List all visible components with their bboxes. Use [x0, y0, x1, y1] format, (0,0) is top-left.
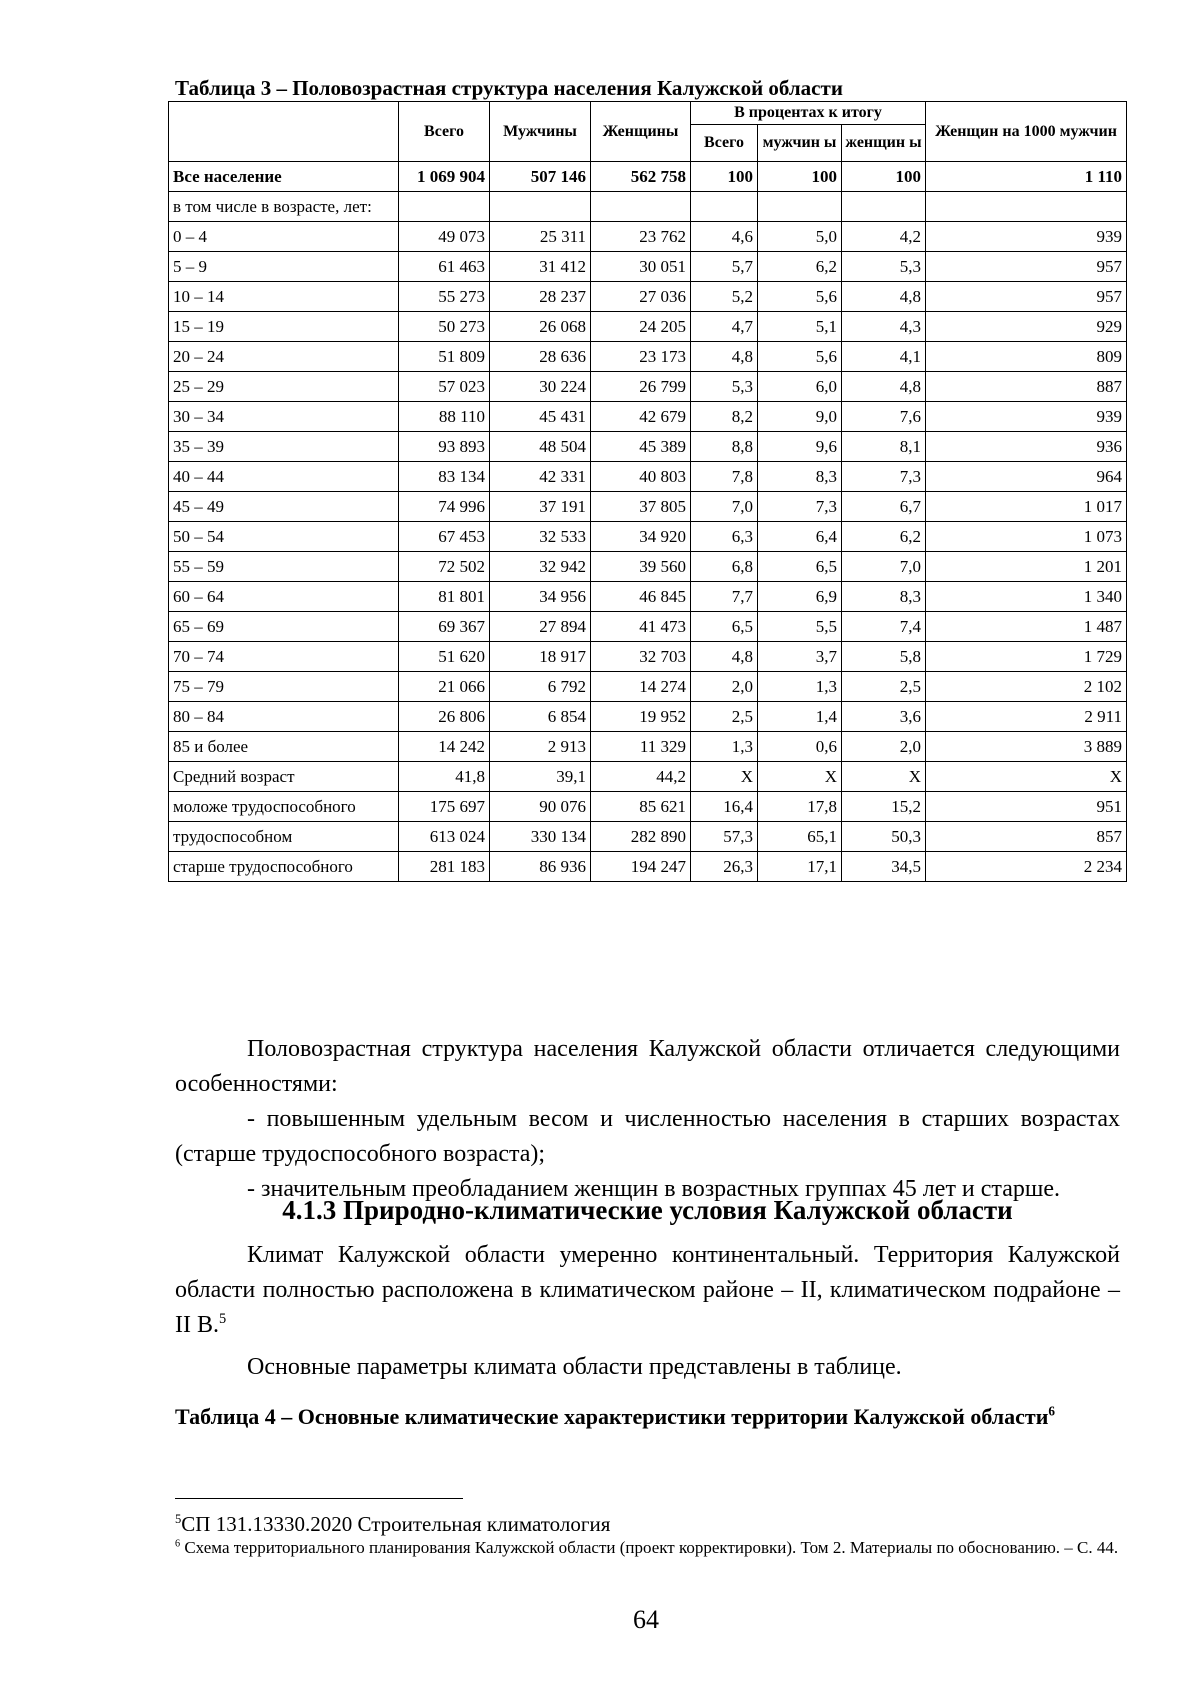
table-cell: 26 068: [490, 312, 591, 342]
table-cell: 45 – 49: [169, 492, 399, 522]
table-cell: 86 936: [490, 852, 591, 882]
table-cell: 6,9: [758, 582, 842, 612]
table-cell: 6,0: [758, 372, 842, 402]
table-cell: 39,1: [490, 762, 591, 792]
table-cell: 45 431: [490, 402, 591, 432]
table-cell: 6 854: [490, 702, 591, 732]
table-cell: 1 729: [926, 642, 1127, 672]
table-cell: 14 242: [399, 732, 490, 762]
table-body: [169, 162, 1127, 882]
table-cell: 282 890: [591, 822, 691, 852]
table-cell: 42 331: [490, 462, 591, 492]
table-cell: 809: [926, 342, 1127, 372]
table-cell: 30 051: [591, 252, 691, 282]
table-cell: 5,8: [842, 642, 926, 672]
table-cell: 6,5: [691, 612, 758, 642]
table-cell: 39 560: [591, 552, 691, 582]
table-cell: 1 487: [926, 612, 1127, 642]
table-cell: 40 – 44: [169, 462, 399, 492]
paragraph: Половозрастная структура населения Калужской области отличается следующими особенностями:: [175, 1036, 1120, 1097]
table-cell: 7,4: [842, 612, 926, 642]
table-cell: 14 274: [591, 672, 691, 702]
table-cell: 50 273: [399, 312, 490, 342]
table-cell: 5,3: [691, 372, 758, 402]
table-cell: 6,7: [842, 492, 926, 522]
table-row: [169, 642, 1127, 672]
table-cell: 6,4: [758, 522, 842, 552]
table-cell: 5,3: [842, 252, 926, 282]
table-row: [169, 822, 1127, 852]
table-cell: 5,6: [758, 282, 842, 312]
table-row: [169, 252, 1127, 282]
table-row: [169, 732, 1127, 762]
table-cell: 50 – 54: [169, 522, 399, 552]
table-cell: 32 533: [490, 522, 591, 552]
table-cell: 4,8: [842, 282, 926, 312]
table4-caption: Таблица 4 – Основные климатические характеристики территории Калужской области$^6$: [175, 1403, 1055, 1429]
table-cell: 939: [926, 222, 1127, 252]
table-cell: 15 – 19: [169, 312, 399, 342]
population-table: [168, 101, 1127, 882]
table-row: [169, 762, 1127, 792]
table-cell: 9,0: [758, 402, 842, 432]
table-cell: 1 110: [926, 162, 1127, 192]
table-cell: 6,5: [758, 552, 842, 582]
section-heading: 4.1.3 Природно-климатические условия Калужской области: [282, 1195, 1013, 1225]
table-cell: 6,2: [758, 252, 842, 282]
table-cell: 25 311: [490, 222, 591, 252]
table-cell: Средний возраст: [169, 762, 399, 792]
table-cell: 100: [758, 162, 842, 192]
table-cell: 2 234: [926, 852, 1127, 882]
table-cell: 48 504: [490, 432, 591, 462]
table-cell: 16,4: [691, 792, 758, 822]
table-cell: 26 806: [399, 702, 490, 732]
table-cell: 7,6: [842, 402, 926, 432]
table-row: [169, 792, 1127, 822]
table-cell: 35 – 39: [169, 432, 399, 462]
features-text: [175, 1032, 1120, 1207]
table-cell: 507 146: [490, 162, 591, 192]
table-cell: [591, 192, 691, 222]
header-blank: [169, 102, 399, 162]
table-cell: [490, 192, 591, 222]
table-cell: 41 473: [591, 612, 691, 642]
table-cell: 72 502: [399, 552, 490, 582]
table-cell: 1,3: [758, 672, 842, 702]
table-row: [169, 552, 1127, 582]
table3-caption: Таблица 3 – Половозрастная структура населения Калужской области: [175, 76, 843, 100]
table-cell: 30 – 34: [169, 402, 399, 432]
table-cell: 26,3: [691, 852, 758, 882]
page-number: 64: [633, 1605, 659, 1634]
paragraph: Климат Калужской области умеренно континентальный. Территория Калужской области полностью расположена в климатическом районе – II, климатическом подрайоне – II В.$^5$: [175, 1242, 1120, 1338]
table-cell: 2 911: [926, 702, 1127, 732]
table-row: [169, 312, 1127, 342]
table-row: [169, 582, 1127, 612]
table-cell: моложе трудоспособного: [169, 792, 399, 822]
table-cell: 4,6: [691, 222, 758, 252]
table-row-total: [169, 162, 1127, 192]
table-cell: 4,8: [842, 372, 926, 402]
table-cell: 65 – 69: [169, 612, 399, 642]
table-cell: 8,1: [842, 432, 926, 462]
table-cell: 51 809: [399, 342, 490, 372]
table-cell: 23 762: [591, 222, 691, 252]
table-cell: 887: [926, 372, 1127, 402]
table-cell: 26 799: [591, 372, 691, 402]
header-pct-total: Всего: [691, 125, 758, 162]
table-cell: 70 – 74: [169, 642, 399, 672]
table-cell: 7,3: [842, 462, 926, 492]
table-cell: 5,5: [758, 612, 842, 642]
header-pct-women: женщин ы: [842, 125, 926, 162]
table-cell: 1 201: [926, 552, 1127, 582]
table-cell: 90 076: [490, 792, 591, 822]
table-cell: 7,0: [842, 552, 926, 582]
table-cell: 4,7: [691, 312, 758, 342]
table-cell: 17,1: [758, 852, 842, 882]
table-cell: 24 205: [591, 312, 691, 342]
table-cell: 49 073: [399, 222, 490, 252]
table-row: [169, 282, 1127, 312]
table-cell: 7,7: [691, 582, 758, 612]
table-cell: 951: [926, 792, 1127, 822]
table-cell: 17,8: [758, 792, 842, 822]
table-cell: 28 237: [490, 282, 591, 312]
table-cell: 2 913: [490, 732, 591, 762]
table-row: [169, 492, 1127, 522]
table-cell: 85 621: [591, 792, 691, 822]
table-cell: 100: [842, 162, 926, 192]
table-cell: 5 – 9: [169, 252, 399, 282]
table-cell: [691, 192, 758, 222]
header-women-per-1000: Женщин на 1000 мужчин: [926, 102, 1127, 162]
table-cell: 37 191: [490, 492, 591, 522]
table-cell: 21 066: [399, 672, 490, 702]
table-cell: 28 636: [490, 342, 591, 372]
table-cell: 10 – 14: [169, 282, 399, 312]
table-cell: 69 367: [399, 612, 490, 642]
table-row: [169, 672, 1127, 702]
table-cell: 27 894: [490, 612, 591, 642]
table-cell: 5,7: [691, 252, 758, 282]
table-cell: 2,0: [842, 732, 926, 762]
table-cell: 57,3: [691, 822, 758, 852]
table-cell: 2,5: [842, 672, 926, 702]
header-total: Всего: [399, 102, 490, 162]
table-row-subheader: [169, 192, 1127, 222]
table-cell: 6,3: [691, 522, 758, 552]
table-cell: 194 247: [591, 852, 691, 882]
table-cell: 1 069 904: [399, 162, 490, 192]
table-cell: 60 – 64: [169, 582, 399, 612]
table-row: [169, 612, 1127, 642]
table-cell: 74 996: [399, 492, 490, 522]
table-cell: 330 134: [490, 822, 591, 852]
table-cell: 80 – 84: [169, 702, 399, 732]
table-cell: 18 917: [490, 642, 591, 672]
table-cell: в том числе в возрасте, лет:: [169, 192, 399, 222]
table-cell: 46 845: [591, 582, 691, 612]
footnote-ref: 5: [219, 1311, 227, 1327]
table-cell: 45 389: [591, 432, 691, 462]
table-cell: 964: [926, 462, 1127, 492]
footnote-1: $^5$СП 131.13330.2020 Строительная климатология: [175, 1512, 611, 1536]
table-cell: 281 183: [399, 852, 490, 882]
table-cell: 44,2: [591, 762, 691, 792]
footnote-ref: 6: [1048, 1403, 1055, 1419]
table-cell: 8,2: [691, 402, 758, 432]
table-cell: 34,5: [842, 852, 926, 882]
table-cell: X: [691, 762, 758, 792]
table-cell: 4,3: [842, 312, 926, 342]
table-cell: 4,2: [842, 222, 926, 252]
table-row: [169, 852, 1127, 882]
table-cell: 5,1: [758, 312, 842, 342]
table-cell: 65,1: [758, 822, 842, 852]
paragraph: - повышенным удельным весом и численностью населения в старших возрастах (старше трудоспособного возраста);: [175, 1106, 1120, 1167]
table-cell: 34 956: [490, 582, 591, 612]
table-cell: 100: [691, 162, 758, 192]
table-cell: X: [842, 762, 926, 792]
table-cell: 929: [926, 312, 1127, 342]
table-cell: 32 942: [490, 552, 591, 582]
table-cell: 0 – 4: [169, 222, 399, 252]
table-cell: 5,0: [758, 222, 842, 252]
table-cell: 5,6: [758, 342, 842, 372]
table-cell: 61 463: [399, 252, 490, 282]
table-cell: 93 893: [399, 432, 490, 462]
table-cell: 5,2: [691, 282, 758, 312]
table-cell: 6 792: [490, 672, 591, 702]
table-cell: Все население: [169, 162, 399, 192]
table-cell: 2 102: [926, 672, 1127, 702]
table-cell: 55 – 59: [169, 552, 399, 582]
table-cell: 939: [926, 402, 1127, 432]
table-cell: 55 273: [399, 282, 490, 312]
table-cell: [399, 192, 490, 222]
table-cell: 3,7: [758, 642, 842, 672]
table-cell: 7,8: [691, 462, 758, 492]
table-cell: 81 801: [399, 582, 490, 612]
table-cell: 30 224: [490, 372, 591, 402]
header-women: Женщины: [591, 102, 691, 162]
footnote-divider: [175, 1498, 463, 1499]
table-cell: [758, 192, 842, 222]
header-pct-men: мужчин ы: [758, 125, 842, 162]
table-cell: 34 920: [591, 522, 691, 552]
paragraph: Основные параметры климата области представлены в таблице.: [247, 1354, 902, 1380]
table-cell: 67 453: [399, 522, 490, 552]
table-cell: 37 805: [591, 492, 691, 522]
table-cell: 7,0: [691, 492, 758, 522]
table-cell: [926, 192, 1127, 222]
table-cell: 1 073: [926, 522, 1127, 552]
climate-text: [175, 1238, 1120, 1385]
table-cell: X: [758, 762, 842, 792]
table-row: [169, 522, 1127, 552]
table-cell: 27 036: [591, 282, 691, 312]
table-cell: 857: [926, 822, 1127, 852]
table-cell: 75 – 79: [169, 672, 399, 702]
table-cell: 957: [926, 252, 1127, 282]
table-row: [169, 462, 1127, 492]
table-cell: 6,8: [691, 552, 758, 582]
table-cell: [842, 192, 926, 222]
table-cell: 936: [926, 432, 1127, 462]
table-cell: 613 024: [399, 822, 490, 852]
table-cell: 41,8: [399, 762, 490, 792]
footnote-2: $^6$ Схема территориального планирования Калужской области (проект корректировки). Том 2. Материалы по обоснованию. – С. 44.: [175, 1538, 1119, 1557]
table-cell: 0,6: [758, 732, 842, 762]
table-cell: 4,8: [691, 342, 758, 372]
header-men: Мужчины: [490, 102, 591, 162]
table-row: [169, 402, 1127, 432]
table-cell: 175 697: [399, 792, 490, 822]
table-cell: 6,2: [842, 522, 926, 552]
table-cell: 42 679: [591, 402, 691, 432]
table-cell: 8,3: [758, 462, 842, 492]
table-cell: трудоспособном: [169, 822, 399, 852]
table-cell: 8,3: [842, 582, 926, 612]
table-cell: 85 и более: [169, 732, 399, 762]
table-cell: 957: [926, 282, 1127, 312]
table-cell: 4,1: [842, 342, 926, 372]
table-row: [169, 372, 1127, 402]
table-cell: 1,4: [758, 702, 842, 732]
table-cell: X: [926, 762, 1127, 792]
table-cell: 8,8: [691, 432, 758, 462]
table-row: [169, 222, 1127, 252]
table-cell: 88 110: [399, 402, 490, 432]
table-cell: 32 703: [591, 642, 691, 672]
table-cell: 83 134: [399, 462, 490, 492]
paragraph: - значительным преобладанием женщин в возрастных группах 45 лет и старше.: [247, 1176, 1060, 1202]
table-cell: 50,3: [842, 822, 926, 852]
table-cell: 31 412: [490, 252, 591, 282]
table-cell: 9,6: [758, 432, 842, 462]
table-cell: 51 620: [399, 642, 490, 672]
table-cell: 3 889: [926, 732, 1127, 762]
table-cell: 1 017: [926, 492, 1127, 522]
table-cell: 3,6: [842, 702, 926, 732]
table-row: [169, 702, 1127, 732]
table-cell: 7,3: [758, 492, 842, 522]
table-row: [169, 432, 1127, 462]
table-cell: 11 329: [591, 732, 691, 762]
table-cell: 2,0: [691, 672, 758, 702]
table-cell: старше трудоспособного: [169, 852, 399, 882]
table-cell: 1,3: [691, 732, 758, 762]
header-percent-group: В процентах к итогу: [691, 102, 926, 125]
table-cell: 40 803: [591, 462, 691, 492]
table-cell: 562 758: [591, 162, 691, 192]
table-cell: 20 – 24: [169, 342, 399, 372]
table-cell: 19 952: [591, 702, 691, 732]
table-cell: 2,5: [691, 702, 758, 732]
table-cell: 4,8: [691, 642, 758, 672]
table-cell: 1 340: [926, 582, 1127, 612]
table-row: [169, 342, 1127, 372]
table-cell: 23 173: [591, 342, 691, 372]
table-cell: 25 – 29: [169, 372, 399, 402]
table-cell: 57 023: [399, 372, 490, 402]
table-cell: 15,2: [842, 792, 926, 822]
